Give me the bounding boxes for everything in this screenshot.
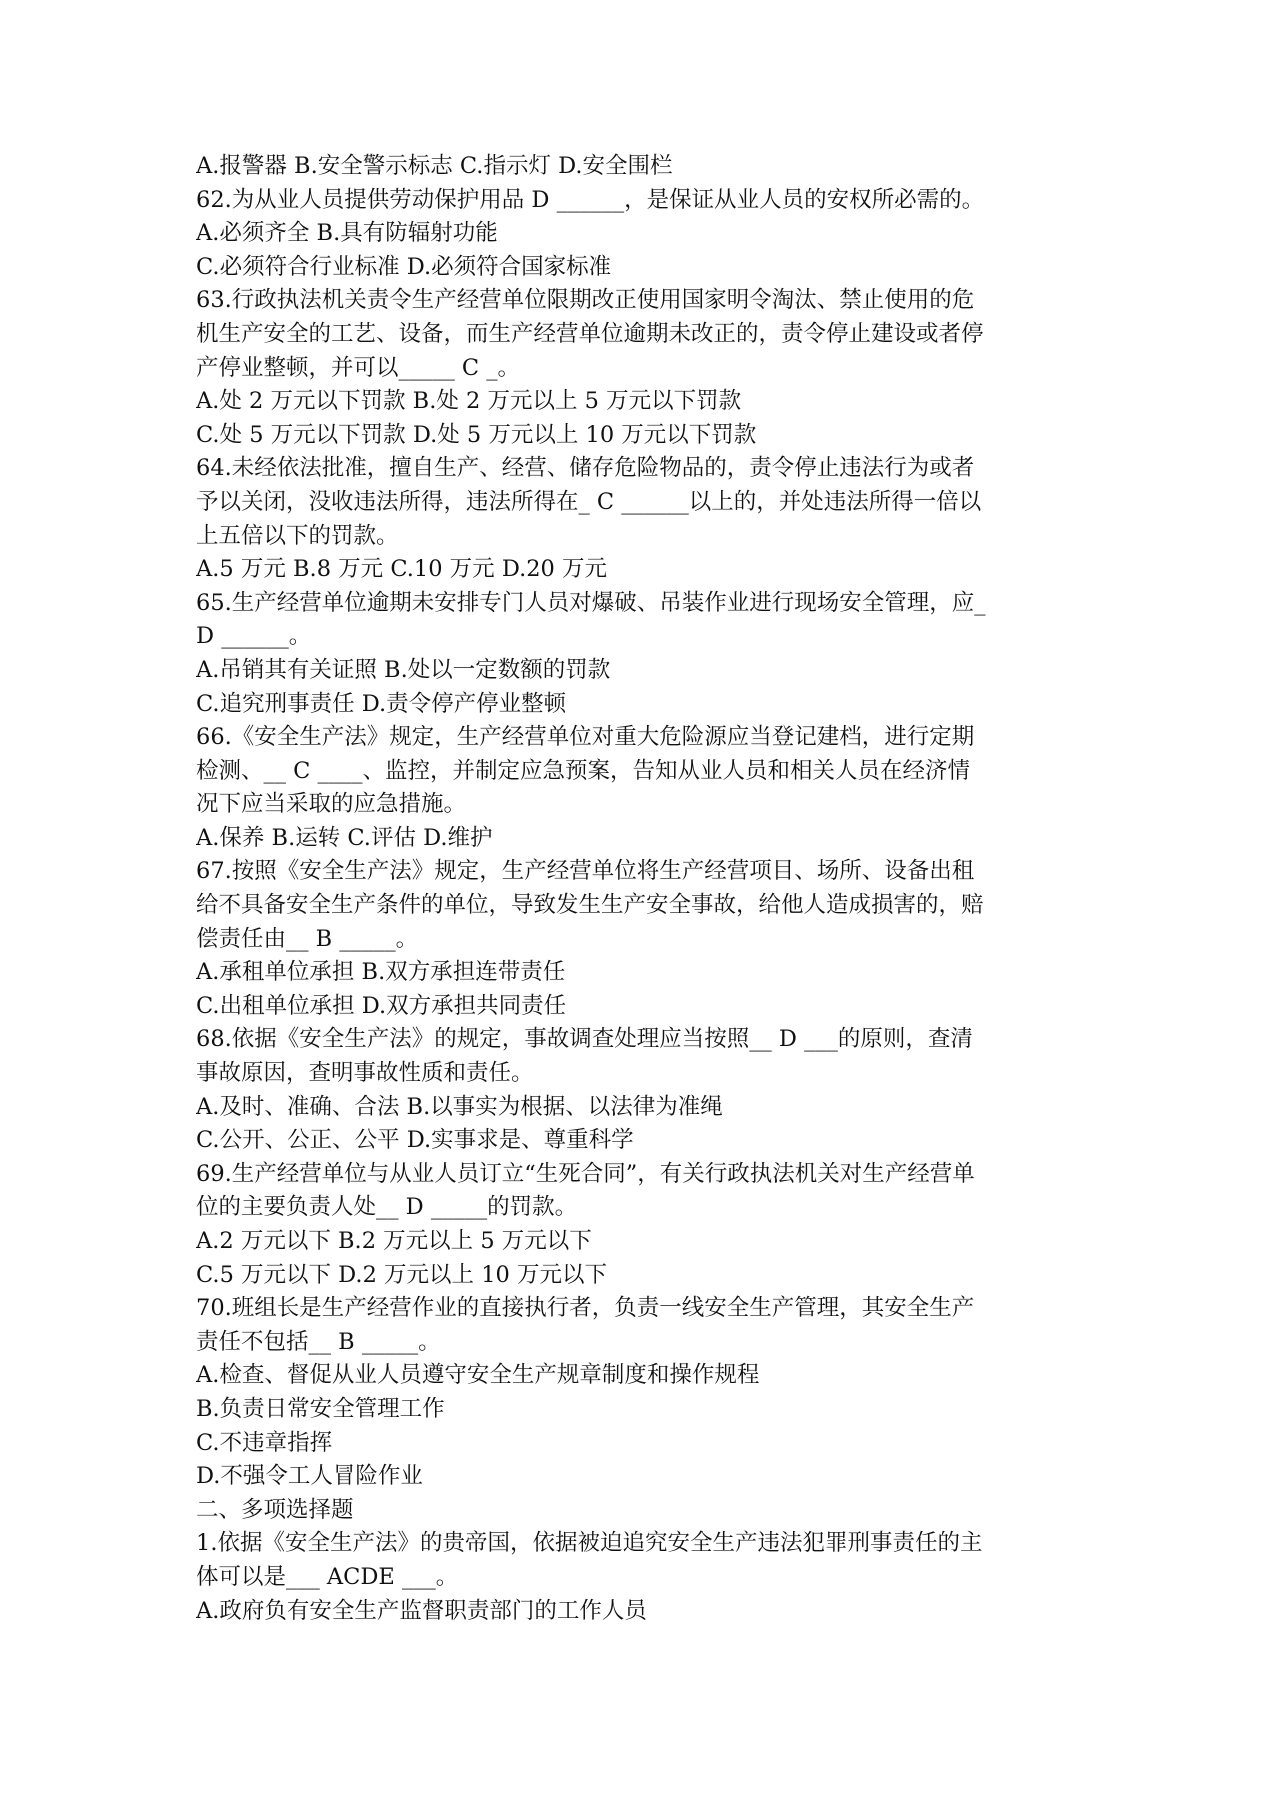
option-line: C.不违章指挥 (196, 1429, 333, 1456)
question-line: 64.未经依法批准，擅自生产、经营、储存危险物品的，责令停止违法行为或者 (196, 455, 975, 482)
question-line: 上五倍以下的罚款。 (196, 522, 399, 549)
option-line: A.2 万元以下 B.2 万元以上 5 万元以下 (196, 1228, 592, 1254)
question-line: 69.生产经营单位与从业人员订立“生死合同”，有关行政执法机关对生产经营单 (196, 1160, 975, 1187)
question-line: 况下应当采取的应急措施。 (196, 791, 467, 818)
question-line: 体可以是___ ACDE ___。 (196, 1563, 459, 1590)
question-line: 给不具备安全生产条件的单位，导致发生生产安全事故，给他人造成损害的，赔 (196, 892, 984, 919)
option-line: C.5 万元以下 D.2 万元以上 10 万元以下 (196, 1261, 607, 1288)
question-line: 62.为从业人员提供劳动保护用品 D ______，是保证从业人员的安权所必需的。 (196, 186, 985, 213)
question-line: 检测、__ C ____、监控，并制定应急预案，告知从业人员和相关人员在经济情 (196, 757, 971, 784)
question-line: 事故原因，查明事故性质和责任。 (196, 1060, 534, 1087)
question-line: 63.行政执法机关责令生产经营单位限期改正使用国家明令淘汰、禁止使用的危 (196, 287, 975, 314)
option-line: B.负责日常安全管理工作 (196, 1395, 445, 1422)
question-line: 产停业整顿，并可以_____ C _。 (196, 354, 521, 381)
option-line: A.必须齐全 B.具有防辐射功能 (196, 220, 498, 247)
text-line: A.报警器 B.安全警示标志 C.指示灯 D.安全围栏 (196, 153, 673, 179)
question-line: 70.班组长是生产经营作业的直接执行者，负责一线安全生产管理，其安全生产 (196, 1295, 975, 1322)
option-line: C.出租单位承担 D.双方承担共同责任 (196, 992, 567, 1019)
document-page (196, 150, 1096, 1628)
option-line: C.公开、公正、公平 D.实事求是、尊重科学 (196, 1127, 634, 1154)
option-line: A.检查、督促从业人员遵守安全生产规章制度和操作规程 (196, 1362, 760, 1389)
option-line: C.处 5 万元以下罚款 D.处 5 万元以上 10 万元以下罚款 (196, 421, 757, 448)
question-line: 机生产安全的工艺、设备，而生产经营单位逾期未改正的，责令停止建设或者停 (196, 320, 984, 347)
option-line: A.政府负有安全生产监督职责部门的工作人员 (196, 1597, 647, 1624)
option-line: C.追究刑事责任 D.责令停产停业整顿 (196, 690, 567, 717)
question-line: 66.《安全生产法》规定，生产经营单位对重大危险源应当登记建档，进行定期 (196, 724, 975, 751)
option-line: A.处 2 万元以下罚款 B.处 2 万元以上 5 万元以下罚款 (196, 388, 742, 415)
option-line: D.不强令工人冒险作业 (196, 1463, 423, 1490)
question-line: D ______。 (196, 623, 312, 650)
question-line: 偿责任由__ B _____。 (196, 925, 419, 952)
question-line: 1.依据《安全生产法》的贵帝国，依据被迫追究安全生产违法犯罪刑事责任的主 (196, 1530, 983, 1557)
option-line: A.5 万元 B.8 万元 C.10 万元 D.20 万元 (196, 556, 607, 583)
option-line: A.保养 B.运转 C.评估 D.维护 (196, 824, 493, 851)
question-line: 68.依据《安全生产法》的规定，事故调查处理应当按照__ D ___的原则，查清 (196, 1026, 973, 1053)
question-line: 责任不包括__ B _____。 (196, 1328, 441, 1355)
question-line: 予以关闭，没收违法所得，违法所得在_ C ______以上的，并处违法所得一倍以 (196, 488, 982, 515)
question-line: 位的主要负责人处__ D _____的罚款。 (196, 1194, 578, 1221)
question-line: 67.按照《安全生产法》规定，生产经营单位将生产经营项目、场所、设备出租 (196, 858, 975, 885)
question-line: 65.生产经营单位逾期未安排专门人员对爆破、吊装作业进行现场安全管理，应_ (196, 589, 986, 616)
option-line: A.吊销其有关证照 B.处以一定数额的罚款 (196, 656, 611, 683)
option-line: A.及时、准确、合法 B.以事实为根据、以法律为准绳 (196, 1093, 723, 1120)
option-line: A.承租单位承担 B.双方承担连带责任 (196, 959, 566, 986)
option-line: C.必须符合行业标准 D.必须符合国家标准 (196, 253, 612, 280)
section-heading: 二、多项选择题 (196, 1496, 354, 1523)
